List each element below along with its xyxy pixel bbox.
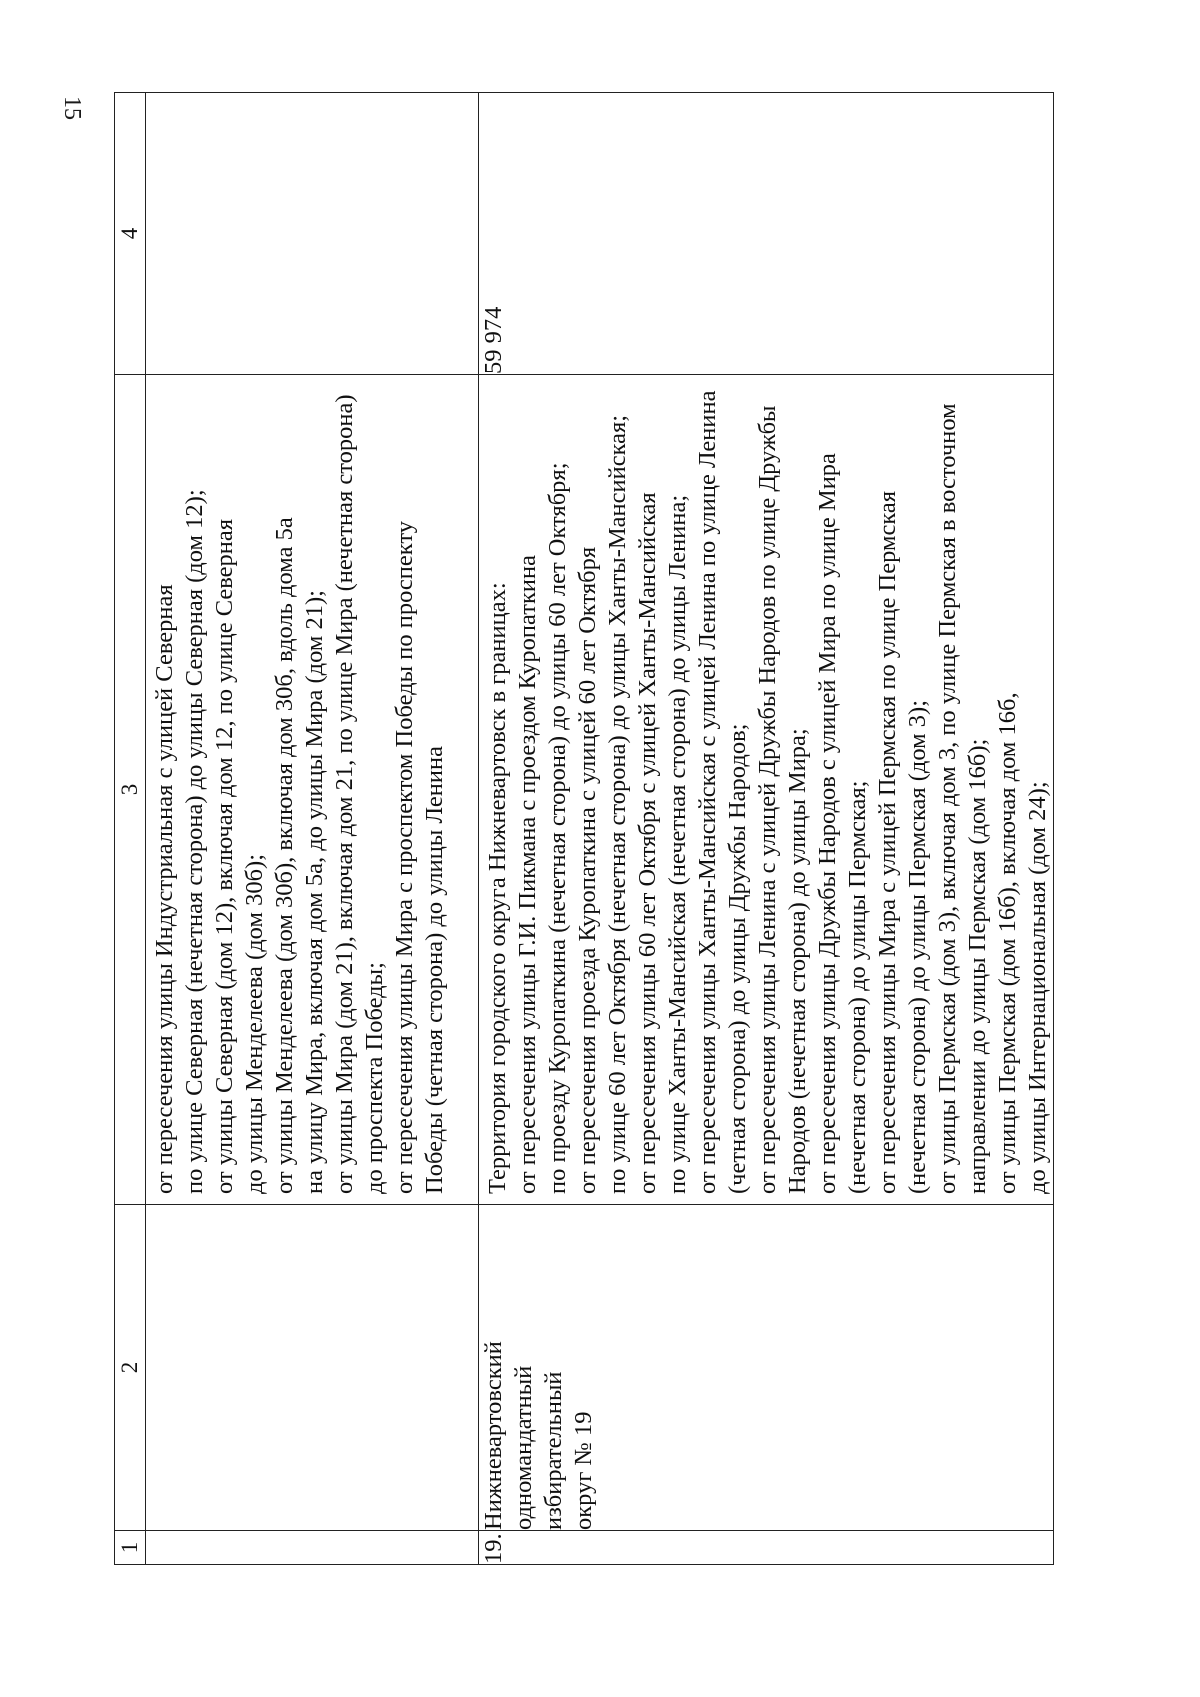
text-line: от пересечения улицы Индустриальная с улицей Северная xyxy=(151,584,178,1194)
text-line: от пересечения проезда Куропаткина с улицей 60 лет Октября xyxy=(574,546,601,1194)
text-line: от пересечения улицы Г.И. Пикмана с проездом Куропаткина xyxy=(514,555,541,1194)
text-line: Нижневартовский xyxy=(480,1341,507,1530)
text-line: одномандатный xyxy=(510,1365,537,1530)
row-number: 19. xyxy=(479,1531,1054,1565)
text-line: от пересечения улицы Ханты-Мансийская с улицей Ленина по улице Ленина xyxy=(694,390,721,1194)
text-line: по проезду Куропаткина (нечетная сторона) до улицы 60 лет Октября; xyxy=(544,462,571,1194)
text-line: от пересечения улицы Мира с проспектом Победы по проспекту xyxy=(391,520,418,1194)
text-line: от улицы Пермская (дом 3), включая дом 3, по улице Пермская в восточном xyxy=(934,403,961,1194)
table-row xyxy=(479,93,1054,1565)
text-line: от пересечения улицы Мира с улицей Пермская по улице Пермская xyxy=(874,490,901,1194)
row-number xyxy=(146,1531,479,1565)
district-name xyxy=(479,1205,1054,1531)
text-line: (нечетная сторона) до улицы Пермская (дом 3); xyxy=(904,699,931,1194)
text-line: от улицы Северная (дом 12), включая дом 12, по улице Северная xyxy=(211,518,238,1194)
text-line: округ № 19 xyxy=(570,1411,597,1530)
district-boundaries xyxy=(146,375,479,1205)
text-line: от пересечения улицы 60 лет Октября с улицей Ханты-Мансийская xyxy=(634,492,661,1194)
district-table xyxy=(114,92,1054,1565)
header-col-4: 4 xyxy=(115,93,146,375)
header-row xyxy=(115,93,146,1565)
text-line: (нечетная сторона) до улицы Пермская; xyxy=(844,780,871,1194)
header-col-3: 3 xyxy=(115,375,146,1205)
text-line: (четная сторона) до улицы Дружбы Народов; xyxy=(724,723,751,1194)
text-line: по улице 60 лет Октября (нечетная сторона) до улицы Ханты-Мансийская; xyxy=(604,414,631,1194)
header-col-1: 1 xyxy=(115,1531,146,1565)
text-line: от пересечения улицы Ленина с улицей Дружбы Народов по улице Дружбы xyxy=(754,405,781,1194)
text-line: Народов (нечетная сторона) до улицы Мира; xyxy=(784,728,811,1194)
text-line: Территория городского округа Нижневартовск в границах: xyxy=(484,582,511,1194)
header-col-2: 2 xyxy=(115,1205,146,1531)
district-name xyxy=(146,1205,479,1531)
text-line: до проспекта Победы; xyxy=(361,962,388,1194)
voter-count xyxy=(146,93,479,375)
text-line: Победы (четная сторона) до улицы Ленина xyxy=(421,746,448,1194)
text-line: избирательный xyxy=(540,1371,567,1530)
text-line: до улицы Интернациональная (дом 24); xyxy=(1024,781,1051,1194)
text-line: от улицы Менделеева (дом 30б), включая дом 30б, вдоль дома 5а xyxy=(271,517,298,1194)
text-line: на улицу Мира, включая дом 5а, до улицы Мира (дом 21); xyxy=(301,590,328,1194)
text-line: по улице Северная (нечетная сторона) до улицы Северная (дом 12); xyxy=(181,489,208,1194)
text-line: от улицы Пермская (дом 16б), включая дом 16б, xyxy=(994,692,1021,1194)
text-line: от пересечения улицы Дружбы Народов с улицей Мира по улице Мира xyxy=(814,453,841,1194)
text-line: по улице Ханты-Мансийская (нечетная сторона) до улицы Ленина; xyxy=(664,494,691,1194)
page-number: 15 xyxy=(59,96,85,120)
district-boundaries xyxy=(479,375,1054,1205)
voter-count: 59 974 xyxy=(479,93,1054,375)
text-line: от улицы Мира (дом 21), включая дом 21, по улице Мира (нечетная сторона) xyxy=(331,394,358,1194)
text-line: направлении до улицы Пермская (дом 16б); xyxy=(964,738,991,1194)
rotated-table-container xyxy=(114,93,1051,1565)
text-line: до улицы Менделеева (дом 30б); xyxy=(241,853,268,1194)
table-row xyxy=(146,93,479,1565)
